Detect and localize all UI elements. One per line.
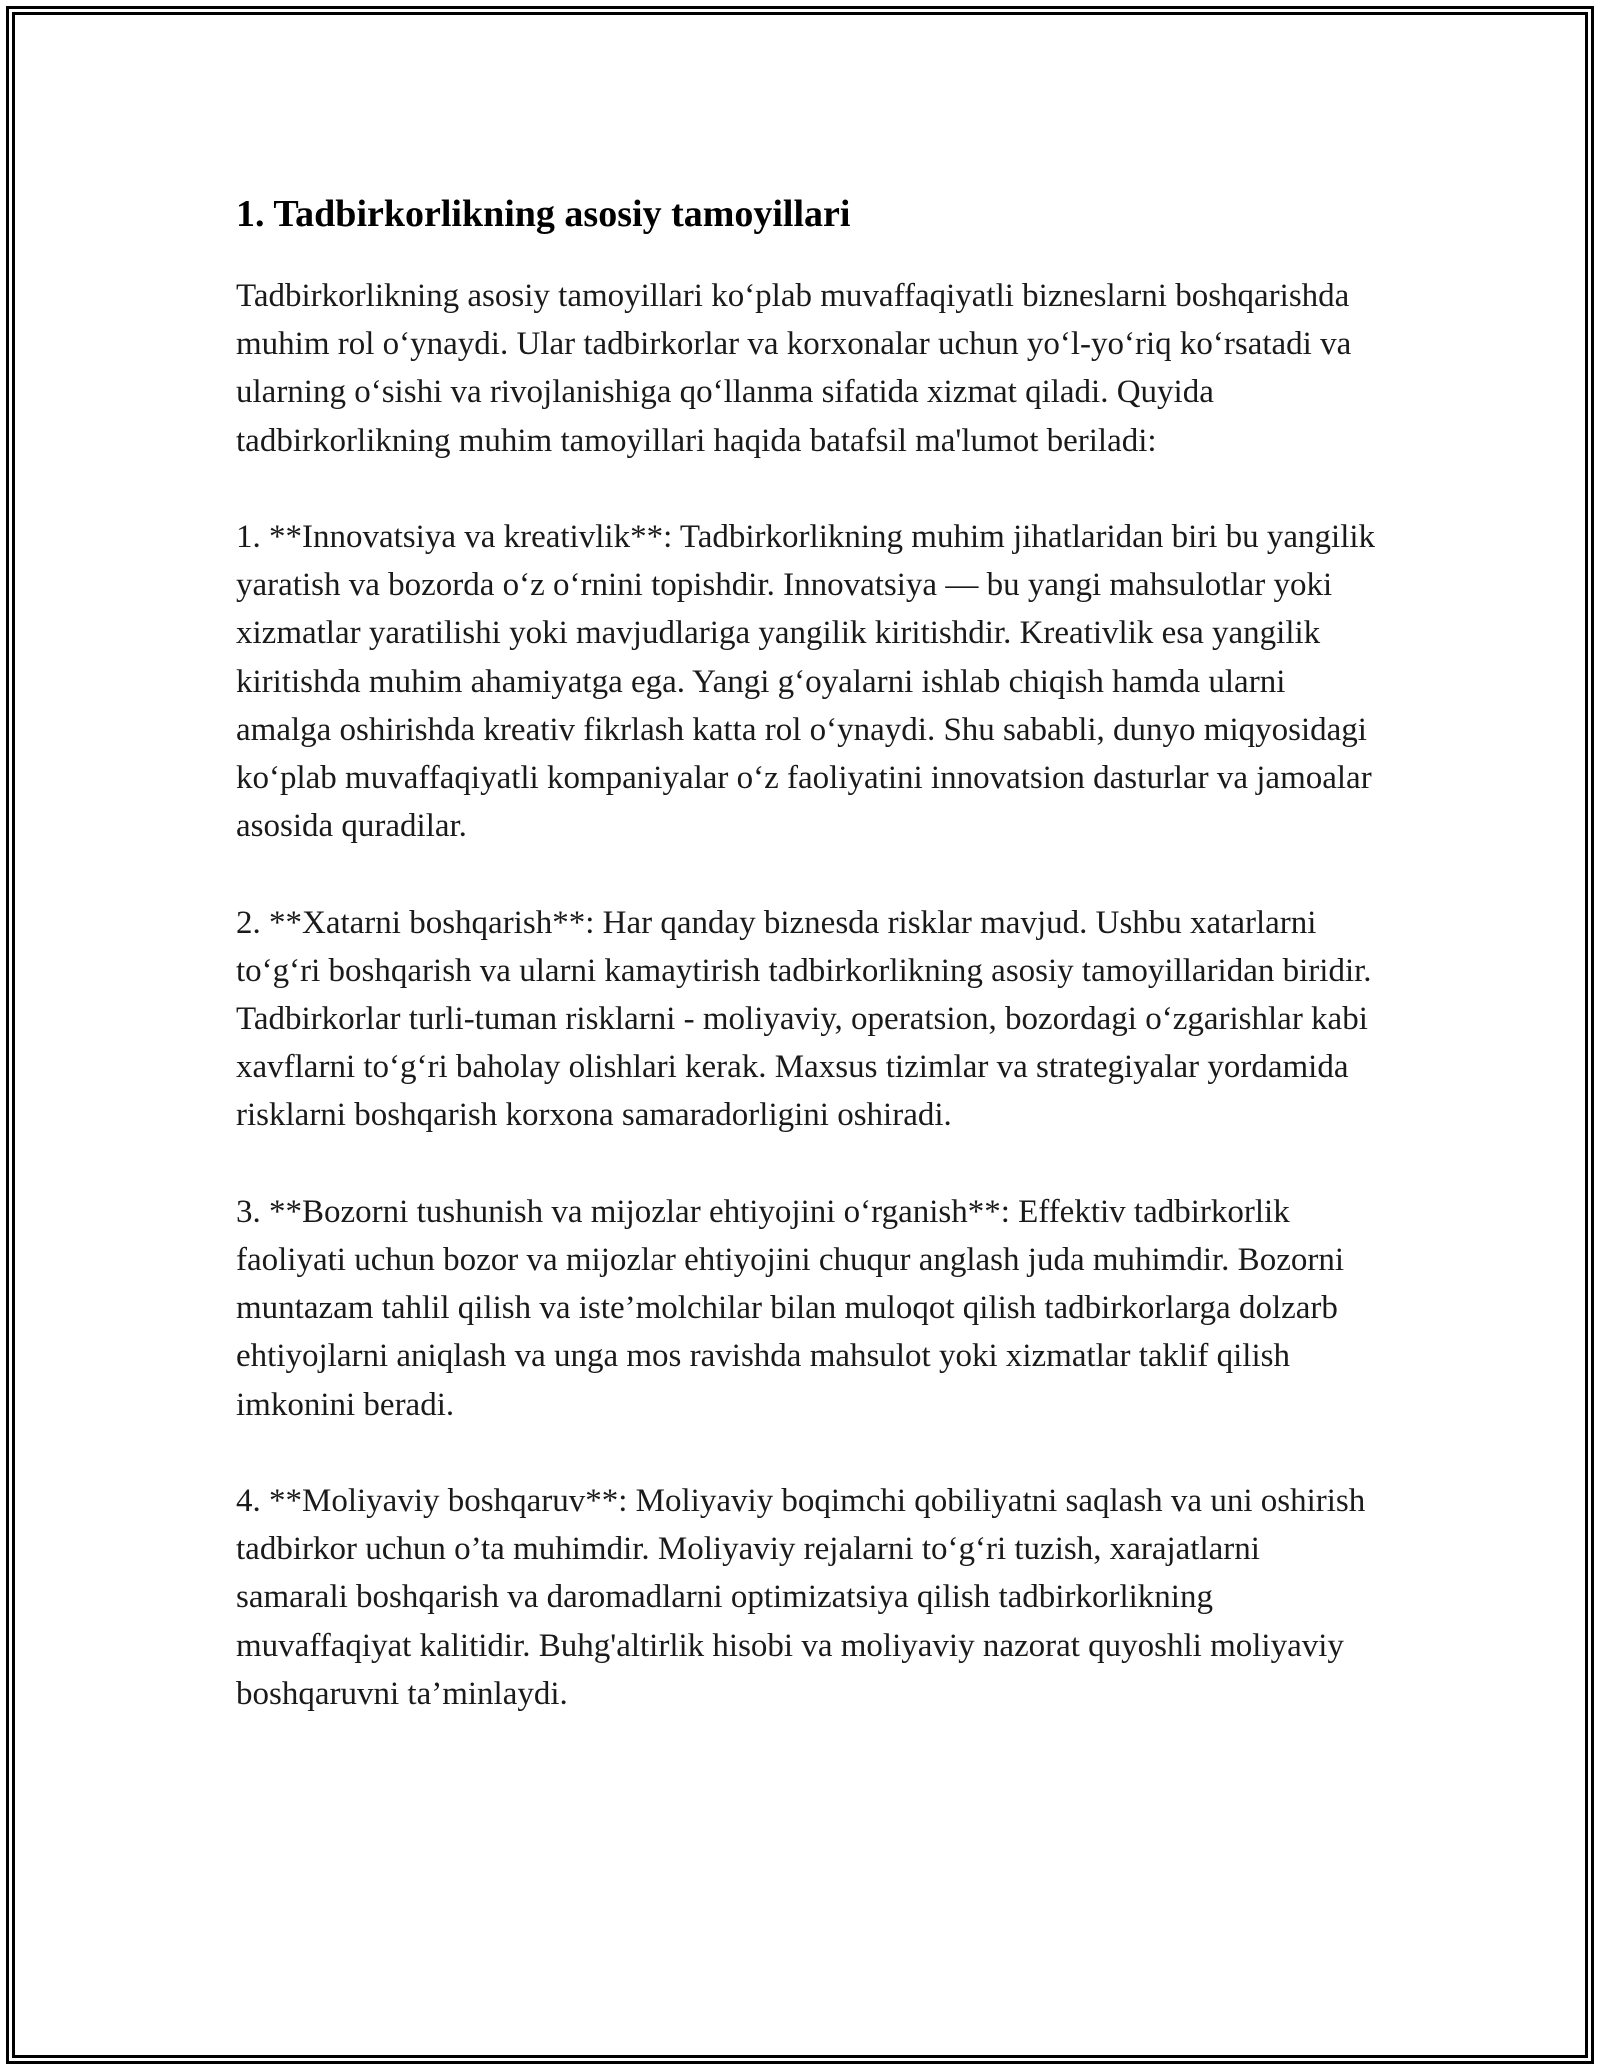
principle-innovation-paragraph: 1. **Innovatsiya va kreativlik**: Tadbirkorlikning muhim jihatlaridan biri bu yangilik yaratish va bozorda o‘z o‘rnini topishdir. Innovatsiya — bu yangi mahsulotlar yoki xizmatlar yaratilishi yoki mavjudlariga yangilik kiritishdir. Kreativlik esa yangilik kiritishda muhim ahamiyatga ega. Yangi g‘oyalarni ishlab chiqish hamda ularni amalga oshirishda kreativ fikrlash katta rol o‘ynaydi. Shu sababli, dunyo miqyosidagi ko‘plab muvaffaqiyatli kompaniyalar o‘z faoliyatini innovatsion dasturlar va jamoalar asosida quradilar. [236, 519, 1376, 845]
principle-finance-paragraph: 4. **Moliyaviy boshqaruv**: Moliyaviy boqimchi qobiliyatni saqlash va uni oshirish tadbirkor uchun o’ta muhimdir. Moliyaviy rejalarni to‘g‘ri tuzish, xarajatlarni samarali boshqarish va daromadlarni optimizatsiya qilish tadbirkorlikning muvaffaqiyat kalitidir. Buhg'altirlik hisobi va moliyaviy nazorat quyoshli moliyaviy boshqaruvni ta’minlaydi. [236, 1483, 1366, 1712]
principle-risk-paragraph: 2. **Xatarni boshqarish**: Har qanday biznesda risklar mavjud. Ushbu xatarlarni to‘g‘ri boshqarish va ularni kamaytirish tadbirkorlikning asosiy tamoyillaridan biridir. Tadbirkorlar turli-tuman risklarni - moliyaviy, operatsion, bozordagi o‘zgarishlar kabi xavflarni to‘g‘ri baholay olishlari kerak. Maxsus tizimlar va strategiyalar yordamida risklarni boshqarish korxona samaradorligini oshiradi. [236, 904, 1372, 1134]
intro-paragraph: Tadbirkorlikning asosiy tamoyillari ko‘plab muvaffaqiyatli bizneslarni boshqarishda muhim rol o‘ynaydi. Ular tadbirkorlar va korxonalar uchun yo‘l-yo‘riq ko‘rsatadi va ularning o‘sishi va rivojlanishiga qo‘llanma sifatida xizmat qiladi. Quyida tadbirkorlikning muhim tamoyillari haqida batafsil ma'lumot beriladi: [236, 278, 1352, 459]
document-body [236, 186, 1376, 1766]
principle-market-paragraph: 3. **Bozorni tushunish va mijozlar ehtiyojini o‘rganish**: Effektiv tadbirkorlik faoliyati uchun bozor va mijozlar ehtiyojini chuqur anglash juda muhimdir. Bozorni muntazam tahlil qilish va iste’molchilar bilan muloqot qilish tadbirkorlarga dolzarb ehtiyojlarni aniqlash va unga mos ravishda mahsulot yoki xizmatlar taklif qilish imkonini beradi. [236, 1193, 1344, 1423]
document-title: 1. Tadbirkorlikning asosiy tamoyillari [236, 193, 851, 235]
